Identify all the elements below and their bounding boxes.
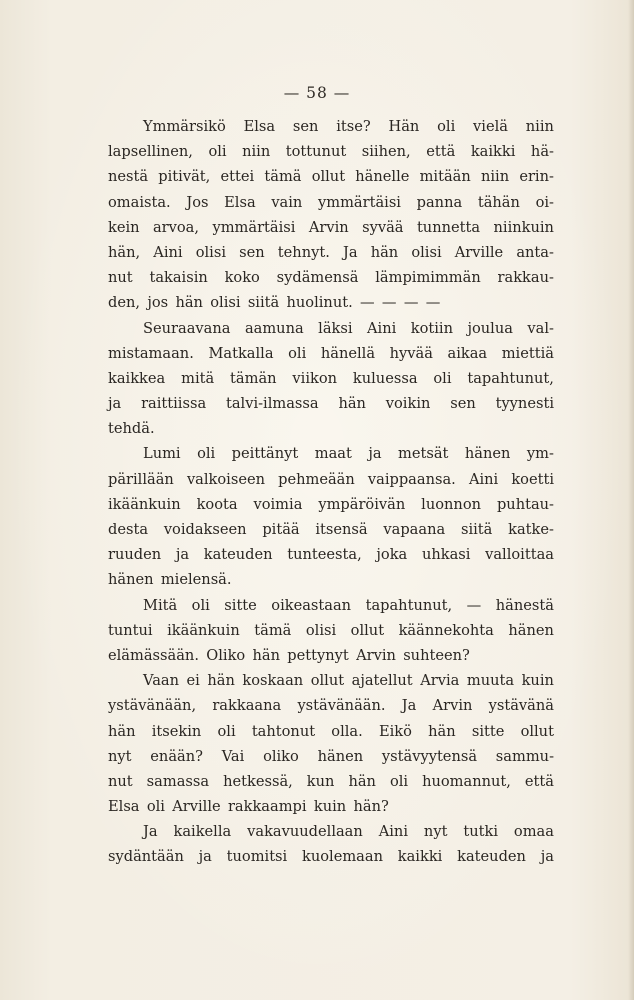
word: hän, — [108, 243, 141, 261]
word: ystävänä — [488, 697, 554, 715]
word: itsekin — [151, 722, 202, 740]
word: Vai — [221, 747, 245, 765]
word: hänestä — [495, 596, 554, 614]
word: kotiin — [410, 319, 453, 337]
word: kaikkea — [108, 369, 166, 387]
word: Oliko — [206, 646, 246, 664]
word: tapahtunut, — [467, 369, 554, 387]
word: ikäänkuin — [108, 495, 181, 513]
word: olisi — [210, 294, 241, 312]
word: mielensä. — [160, 571, 232, 589]
word: tunteesta, — [287, 546, 362, 564]
word: hän — [348, 772, 376, 790]
word: hänen — [508, 621, 554, 639]
word: kuluessa — [352, 369, 418, 387]
word: ettei — [220, 168, 255, 186]
word: ystävänään. — [297, 697, 386, 715]
word: hän — [428, 722, 456, 740]
word: koskaan — [242, 672, 304, 690]
word: hä- — [530, 143, 554, 161]
text-line — [108, 164, 554, 189]
word: Elsa — [224, 193, 256, 211]
word: voikin — [385, 395, 431, 413]
text-line — [108, 316, 554, 341]
word: takaisin — [149, 269, 208, 287]
word: kateuden — [457, 848, 526, 866]
word: ollut — [310, 672, 345, 690]
word: hän — [338, 395, 366, 413]
word: oli — [433, 369, 452, 387]
word: tuomitsi — [226, 848, 288, 866]
word: viikon — [292, 369, 338, 387]
word: — — [425, 294, 441, 312]
text-line — [108, 769, 554, 794]
word: huomannut, — [422, 772, 511, 790]
word: lapsellinen, — [108, 143, 193, 161]
word: muuta — [466, 672, 515, 690]
text-line — [108, 542, 554, 567]
word: hän? — [353, 798, 389, 816]
word: Hän — [388, 118, 420, 135]
word: sitte — [471, 722, 505, 740]
word: ollut — [520, 722, 554, 740]
word: oli — [389, 772, 409, 790]
word: suhteen? — [403, 646, 470, 664]
word: itsensä — [315, 521, 368, 538]
text-line — [108, 441, 554, 466]
word: siitä — [460, 521, 493, 538]
word: kein — [108, 218, 140, 236]
text-line — [108, 240, 554, 265]
word: tehdä. — [108, 420, 155, 438]
word: hän — [252, 646, 280, 664]
text-line — [108, 819, 554, 844]
word: oikeastaan — [271, 596, 352, 614]
word: tottunut — [285, 143, 347, 161]
text-line — [108, 467, 554, 492]
word: elämässään. — [108, 646, 199, 664]
word: Arvia — [420, 672, 460, 690]
word: ymmärtäisi — [212, 218, 296, 236]
text-line — [108, 366, 554, 391]
word: tähän — [477, 193, 520, 211]
word: oli — [217, 722, 236, 740]
word: ikäänkuin — [167, 621, 240, 639]
text-line — [108, 844, 554, 869]
word: kun — [306, 772, 335, 790]
word: Aini — [153, 243, 183, 261]
text-line — [108, 265, 554, 290]
word: hänen — [317, 747, 364, 765]
word: Aini — [378, 823, 408, 841]
word: ystävyytensä — [381, 747, 478, 765]
word: — — [381, 294, 397, 312]
text-line — [108, 215, 554, 240]
word: hänelle — [355, 168, 410, 186]
word: syvää — [362, 218, 404, 236]
word: oliko — [263, 747, 299, 765]
word: ymmärtäisi — [317, 193, 401, 211]
word: peittänyt — [231, 445, 299, 463]
word: valkoiseen — [186, 470, 266, 488]
word: Aini — [468, 470, 499, 488]
word: desta — [108, 521, 149, 538]
word: sen — [292, 118, 319, 135]
text-line — [108, 618, 554, 643]
word: käännekohta — [398, 621, 494, 639]
word: jos — [147, 294, 169, 312]
word: olisi — [305, 621, 337, 639]
text-line — [108, 668, 554, 693]
word: ollut — [350, 621, 385, 639]
word: katke- — [508, 521, 554, 538]
word: oli — [288, 344, 307, 362]
word: rakkaana — [212, 697, 282, 715]
word: raittiissa — [141, 395, 207, 413]
word: nyt — [423, 823, 448, 841]
word: Elsa — [108, 798, 140, 816]
word: hetkessä, — [223, 772, 293, 790]
word: pehmeään — [278, 470, 355, 488]
word: siihen, — [361, 143, 411, 161]
word: nyt — [108, 747, 132, 765]
word: huolinut. — [286, 294, 353, 312]
word: Seuraavana — [143, 319, 231, 337]
word: koetti — [511, 470, 554, 488]
word: vain — [271, 193, 303, 211]
word: joulua — [467, 319, 513, 337]
word: oli — [146, 798, 165, 816]
word: voidakseen — [163, 521, 247, 538]
word: — — [403, 294, 419, 312]
word: — — [360, 294, 375, 312]
word: sydäntään — [108, 848, 184, 866]
word: kaikki — [470, 143, 516, 161]
word: kaikki — [397, 848, 443, 866]
word: tämä — [254, 621, 292, 639]
word: ja — [198, 848, 212, 866]
word: ystävänään, — [108, 697, 197, 715]
word: maat — [314, 445, 352, 463]
word: joka — [376, 546, 408, 564]
text-line — [108, 139, 554, 164]
text-line — [108, 416, 554, 441]
word: metsät — [398, 445, 449, 463]
word: tämän — [230, 369, 277, 387]
word: hänen — [108, 571, 154, 589]
word: arvoa, — [152, 218, 200, 236]
word: val- — [527, 319, 554, 337]
word: Eikö — [378, 722, 412, 740]
word: kaikella — [173, 823, 232, 841]
page-edge-shadow — [628, 0, 634, 1000]
word: olisi — [195, 243, 226, 261]
word: että — [426, 143, 456, 161]
word: läksi — [318, 319, 353, 337]
word: Jos — [186, 193, 209, 211]
word: sen — [450, 395, 476, 413]
word: siitä — [247, 294, 280, 312]
text-line — [108, 517, 554, 542]
word: rakkaampi — [227, 798, 307, 816]
word: ruuden — [108, 546, 162, 564]
word: vapaana — [383, 521, 446, 538]
word: Elsa — [243, 118, 276, 135]
word: tapahtunut, — [365, 596, 453, 614]
word: aikaa — [447, 344, 488, 362]
word: omaista. — [108, 193, 171, 211]
word: ajatellut — [351, 672, 413, 690]
text-line — [108, 719, 554, 744]
word: Ja — [343, 243, 358, 261]
word: niinkuin — [493, 218, 554, 236]
word: sammu- — [495, 747, 554, 765]
word: lämpimimmän — [375, 269, 481, 287]
word: hyvää — [389, 344, 433, 362]
word: Arvin — [432, 697, 473, 715]
word: uhkasi — [421, 546, 471, 564]
text-line — [108, 391, 554, 416]
word: samassa — [146, 772, 210, 790]
word: pitää — [262, 521, 300, 538]
word: tunnetta — [416, 218, 481, 236]
word: ja — [175, 546, 190, 564]
word: tuntui — [108, 621, 153, 639]
word: Lumi — [143, 445, 181, 463]
word: tahtonut — [251, 722, 316, 740]
word: tehnyt. — [277, 243, 330, 261]
word: anta- — [516, 243, 554, 261]
word: pitivät, — [158, 168, 211, 186]
word: ollut — [311, 168, 346, 186]
word: ei — [186, 672, 200, 690]
word: luonnon — [421, 495, 482, 513]
word: Aini — [367, 319, 397, 337]
word: niin — [242, 143, 271, 161]
word: Matkalla — [208, 344, 274, 362]
text-line — [108, 643, 554, 668]
word: oi- — [535, 193, 554, 211]
word: Ja — [143, 823, 158, 841]
word: tämä — [264, 168, 302, 186]
text-line — [108, 693, 554, 718]
word: hän — [175, 294, 203, 312]
word: den, — [108, 294, 141, 312]
word: Arvin — [356, 646, 396, 664]
text-line — [108, 492, 554, 517]
word: rakkau- — [497, 269, 554, 287]
word: itse? — [336, 118, 371, 135]
word: nestä — [108, 168, 149, 186]
word: Mitä — [143, 596, 178, 614]
word: sen — [239, 243, 265, 261]
word: Arville — [454, 243, 504, 261]
word: oli — [197, 445, 216, 463]
word: aamuna — [244, 319, 304, 337]
word: vakavuudellaan — [247, 823, 363, 841]
word: ja — [540, 848, 554, 866]
word: oli — [437, 118, 456, 135]
word: vielä — [473, 118, 508, 135]
word: nut — [108, 269, 133, 287]
word: hänellä — [320, 344, 376, 362]
word: oli — [208, 143, 227, 161]
text-line — [108, 114, 554, 139]
word: pärillään — [108, 470, 174, 488]
word: ympäröivän — [318, 495, 406, 513]
word: ja — [368, 445, 382, 463]
word: että — [524, 772, 554, 790]
word: hän — [370, 243, 399, 261]
word: mistamaan. — [108, 344, 194, 362]
word: kateuden — [203, 546, 273, 564]
word: vaippaansa. — [367, 470, 456, 488]
word: voimia — [253, 495, 303, 513]
text-line — [108, 567, 554, 592]
word: ja — [108, 395, 122, 413]
word: miettiä — [501, 344, 554, 362]
word: ym- — [526, 445, 554, 463]
text-line — [108, 744, 554, 769]
word: koota — [196, 495, 238, 513]
word: sydämensä — [276, 269, 359, 287]
word: nut — [108, 772, 133, 790]
word: tyynesti — [495, 395, 554, 413]
word: talvi-ilmassa — [225, 395, 319, 413]
text-line — [108, 290, 554, 315]
word: kuin — [313, 798, 347, 816]
word: oli — [191, 596, 210, 614]
word: erin- — [519, 168, 554, 186]
text-line — [108, 341, 554, 366]
word: — — [466, 596, 482, 614]
word: hän — [207, 672, 235, 690]
word: kuolemaan — [302, 848, 383, 866]
word: mitä — [181, 369, 215, 387]
word: puhtau- — [496, 495, 554, 513]
text-line — [108, 794, 554, 819]
text-line — [108, 593, 554, 618]
word: niin — [480, 168, 510, 186]
word: pettynyt — [287, 646, 349, 664]
text-line — [108, 190, 554, 215]
word: omaa — [513, 823, 554, 841]
word: Ymmärsikö — [143, 118, 226, 135]
word: Vaan — [143, 672, 179, 690]
word: kuin — [521, 672, 554, 690]
word: mitään — [419, 168, 471, 186]
word: panna — [416, 193, 463, 211]
word: Ja — [401, 697, 417, 715]
word: Arville — [172, 798, 221, 816]
word: olla. — [331, 722, 363, 740]
word: hän — [108, 722, 136, 740]
word: niin — [525, 118, 554, 135]
word: koko — [224, 269, 260, 287]
word: Arvin — [308, 218, 349, 236]
word: hänen — [464, 445, 511, 463]
word: enään? — [150, 747, 203, 765]
word: olisi — [411, 243, 442, 261]
word: valloittaa — [485, 546, 554, 564]
page-number: — 58 — — [283, 84, 351, 102]
word: tutki — [463, 823, 498, 841]
word: sitte — [224, 596, 257, 614]
body-text — [108, 114, 554, 870]
